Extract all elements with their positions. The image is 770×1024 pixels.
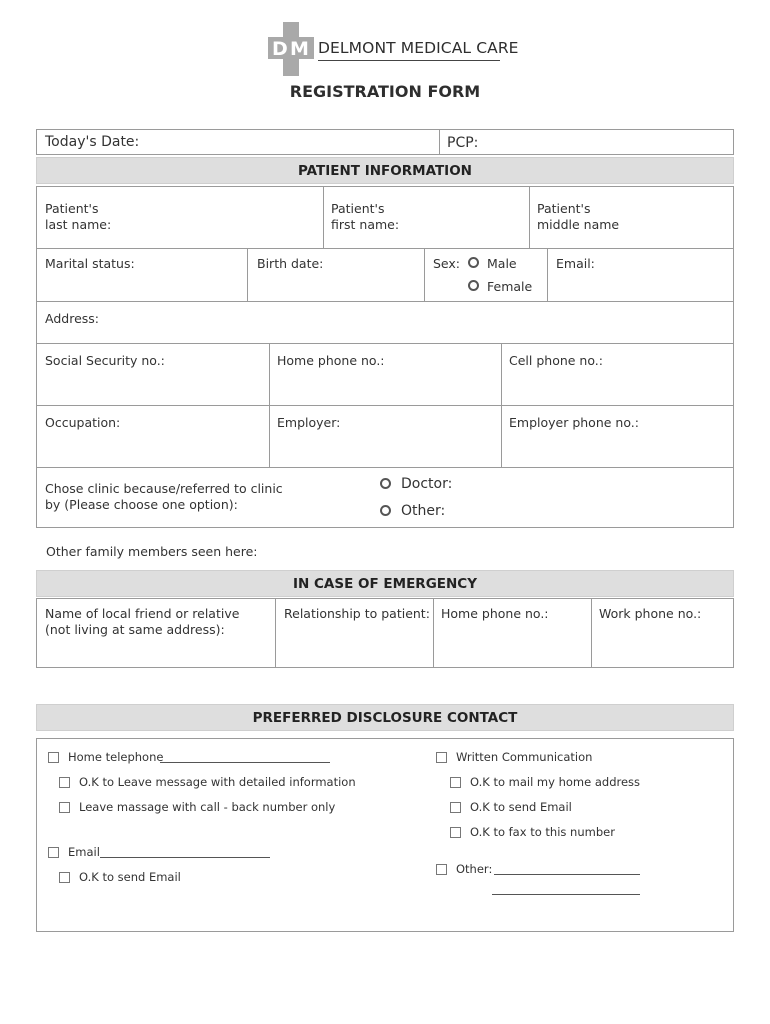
home-phone-label: Home phone no.:	[277, 353, 385, 368]
email-label: Email:	[556, 256, 595, 271]
emergency-name-label-1: Name of local friend or relative	[45, 606, 240, 621]
written-communication-label: Written Communication	[456, 750, 593, 764]
clinic-doctor-radio[interactable]	[380, 478, 391, 489]
address-label: Address:	[45, 311, 99, 326]
other-line-1[interactable]	[494, 863, 640, 875]
org-name: DELMONT MEDICAL CARE	[318, 39, 519, 57]
email-line[interactable]	[100, 846, 270, 858]
emergency-section	[36, 598, 734, 668]
cell-phone-label: Cell phone no.:	[509, 353, 603, 368]
other-line-2[interactable]	[492, 883, 640, 895]
emergency-home-phone-label: Home phone no.:	[441, 606, 549, 621]
clinic-doctor-label: Doctor:	[401, 476, 453, 492]
leave-callback-checkbox[interactable]	[59, 802, 70, 813]
disclosure-header: PREFERRED DISCLOSURE CONTACT	[36, 704, 734, 731]
date-pcp-row	[36, 129, 734, 155]
first-name-label-1: Patient's	[331, 201, 385, 216]
sex-female-radio[interactable]	[468, 280, 479, 291]
disclosure-section	[36, 738, 734, 932]
leave-callback-label: Leave massage with call - back number only	[79, 800, 336, 814]
clinic-reason-label-2: by (Please choose one option):	[45, 497, 238, 512]
ssn-label: Social Security no.:	[45, 353, 165, 368]
occupation-label: Occupation:	[45, 415, 121, 430]
clinic-reason-label-1: Chose clinic because/referred to clinic	[45, 481, 283, 496]
emergency-name-label-2: (not living at same address):	[45, 622, 225, 637]
ok-mail-checkbox[interactable]	[450, 777, 461, 788]
clinic-other-label: Other:	[401, 503, 446, 519]
ok-fax-checkbox[interactable]	[450, 827, 461, 838]
birth-date-label: Birth date:	[257, 256, 324, 271]
home-telephone-checkbox[interactable]	[48, 752, 59, 763]
ok-mail-label: O.K to mail my home address	[470, 775, 641, 789]
marital-status-label: Marital status:	[45, 256, 135, 271]
home-telephone-line[interactable]	[160, 751, 330, 763]
sex-female-label: Female	[487, 279, 533, 294]
ok-fax-label: O.K to fax to this number	[470, 825, 615, 839]
sex-male-label: Male	[487, 256, 517, 271]
ok-send-email-right-checkbox[interactable]	[450, 802, 461, 813]
sex-label: Sex:	[433, 256, 461, 271]
form-title: REGISTRATION FORM	[289, 82, 481, 101]
middle-name-label-1: Patient's	[537, 201, 591, 216]
other-checkbox[interactable]	[436, 864, 447, 875]
last-name-label-1: Patient's	[45, 201, 99, 216]
home-telephone-label: Home telephone	[68, 750, 164, 764]
leave-detailed-checkbox[interactable]	[59, 777, 70, 788]
family-members-label: Other family members seen here:	[46, 544, 258, 559]
pcp-label: PCP:	[447, 135, 479, 151]
svg-text:M: M	[290, 38, 309, 60]
emergency-header: IN CASE OF EMERGENCY	[36, 570, 734, 597]
last-name-label-2: last name:	[45, 217, 112, 232]
ok-send-email-left-label: O.K to send Email	[79, 870, 181, 884]
relationship-label: Relationship to patient:	[284, 606, 430, 621]
middle-name-label-2: middle name	[537, 217, 620, 232]
logo-divider	[318, 60, 500, 61]
svg-text:D: D	[272, 38, 288, 60]
written-communication-checkbox[interactable]	[436, 752, 447, 763]
emergency-work-phone-label: Work phone no.:	[599, 606, 702, 621]
dm-cross-logo-icon	[268, 22, 314, 76]
email-label: Email	[68, 845, 100, 859]
logo	[268, 22, 519, 76]
employer-phone-label: Employer phone no.:	[509, 415, 639, 430]
patient-information-section	[36, 186, 734, 528]
sex-male-radio[interactable]	[468, 257, 479, 268]
employer-label: Employer:	[277, 415, 341, 430]
first-name-label-2: first name:	[331, 217, 400, 232]
patient-information-header: PATIENT INFORMATION	[36, 157, 734, 184]
ok-send-email-right-label: O.K to send Email	[470, 800, 572, 814]
email-checkbox[interactable]	[48, 847, 59, 858]
clinic-other-radio[interactable]	[380, 505, 391, 516]
todays-date-label: Today's Date:	[45, 134, 140, 150]
ok-send-email-left-checkbox[interactable]	[59, 872, 70, 883]
leave-detailed-label: O.K to Leave message with detailed information	[79, 775, 356, 789]
other-label: Other:	[456, 862, 493, 876]
